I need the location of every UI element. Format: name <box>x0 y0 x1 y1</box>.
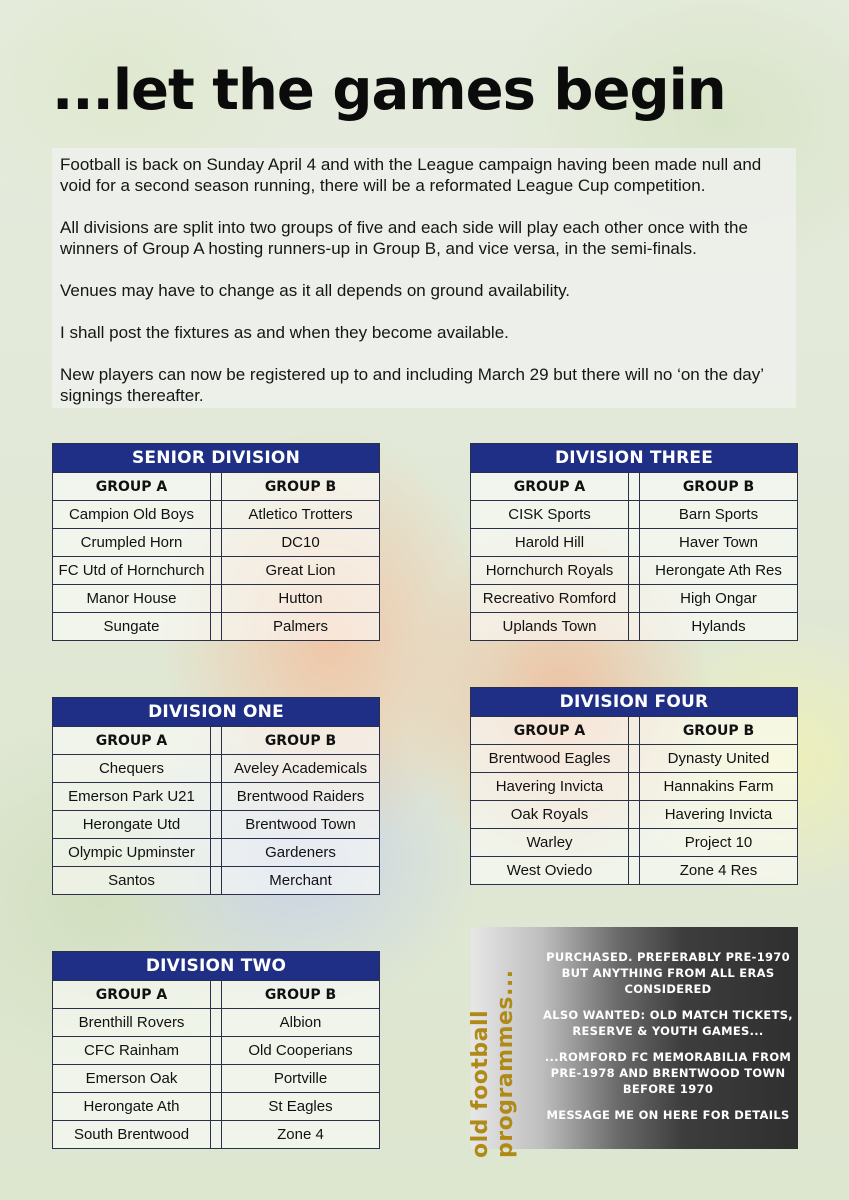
division-title: DIVISION FOUR <box>471 688 797 716</box>
group-a-team: Harold Hill <box>514 534 585 551</box>
division-title: DIVISION TWO <box>53 952 379 980</box>
column-divider <box>210 783 222 810</box>
column-divider <box>210 585 222 612</box>
column-divider <box>210 867 222 894</box>
table-row <box>471 500 797 528</box>
group-a-team: Brentwood Eagles <box>488 750 611 767</box>
table-row <box>53 584 379 612</box>
table-row <box>53 866 379 894</box>
intro-text-block <box>52 148 796 408</box>
column-divider <box>210 557 222 584</box>
group-b-team: Atletico Trotters <box>248 506 353 523</box>
group-header-row <box>471 716 797 744</box>
advert-paragraph: MESSAGE ME ON HERE FOR DETAILS <box>546 1108 790 1122</box>
page-title: ...let the games begin <box>52 58 726 123</box>
division-one-table <box>52 697 380 895</box>
column-divider <box>628 801 640 828</box>
column-divider <box>210 1009 222 1036</box>
group-b-team: Brentwood Raiders <box>236 788 365 805</box>
table-row <box>53 1064 379 1092</box>
table-row <box>53 556 379 584</box>
group-header-row <box>53 980 379 1008</box>
column-divider <box>210 981 222 1008</box>
table-row <box>471 800 797 828</box>
intro-paragraph: Football is back on Sunday April 4 and with the League campaign having been made null and void for a second season running, there will be a reformated League Cup competition. <box>60 155 762 195</box>
advert-paragraph: PURCHASED. PREFERABLY PRE-1970 BUT ANYTHING FROM ALL ERAS CONSIDERED <box>546 950 790 996</box>
group-b-team: Palmers <box>272 618 328 635</box>
column-divider <box>628 557 640 584</box>
group-a-team: Herongate Utd <box>82 816 181 833</box>
table-row <box>471 772 797 800</box>
group-b-team: Albion <box>279 1014 322 1031</box>
column-divider <box>210 755 222 782</box>
senior-division-table <box>52 443 380 641</box>
group-b-team: Great Lion <box>265 562 336 579</box>
group-b-team: Haver Town <box>679 534 758 551</box>
intro-paragraph: New players can now be registered up to and including March 29 but there will no ‘on the day’ signings thereafter. <box>60 365 764 405</box>
group-b-header: GROUP B <box>682 722 755 739</box>
advert-copy <box>543 949 793 1133</box>
table-row <box>471 744 797 772</box>
group-a-team: Emerson Oak <box>85 1070 178 1087</box>
column-divider <box>210 1037 222 1064</box>
group-a-team: FC Utd of Hornchurch <box>58 562 205 579</box>
group-a-team: Crumpled Horn <box>80 534 183 551</box>
column-divider <box>210 1065 222 1092</box>
table-row <box>53 810 379 838</box>
column-divider <box>210 1093 222 1120</box>
group-a-header: GROUP A <box>95 732 168 749</box>
group-a-header: GROUP A <box>513 478 586 495</box>
division-title: SENIOR DIVISION <box>53 444 379 472</box>
old-programmes-advert <box>468 927 798 1158</box>
group-b-team: DC10 <box>281 534 320 551</box>
group-a-team: Emerson Park U21 <box>68 788 195 805</box>
advert-vertical-title <box>468 936 524 1158</box>
group-b-team: Herongate Ath Res <box>655 562 782 579</box>
group-b-team: Gardeners <box>265 844 336 861</box>
division-three-table <box>470 443 798 641</box>
column-divider <box>210 839 222 866</box>
group-b-team: Dynasty United <box>667 750 770 767</box>
group-b-team: Zone 4 Res <box>679 862 758 879</box>
group-header-row <box>471 472 797 500</box>
table-row <box>53 612 379 640</box>
table-row <box>53 754 379 782</box>
group-a-team: Warley <box>526 834 573 851</box>
group-b-team: High Ongar <box>680 590 757 607</box>
table-row <box>53 1008 379 1036</box>
table-row <box>53 528 379 556</box>
column-divider <box>628 773 640 800</box>
group-b-team: Barn Sports <box>678 506 759 523</box>
column-divider <box>628 613 640 640</box>
column-divider <box>628 745 640 772</box>
column-divider <box>210 529 222 556</box>
division-two-table <box>52 951 380 1149</box>
group-b-header: GROUP B <box>682 478 755 495</box>
advert-title-line: old football <box>468 1009 493 1158</box>
intro-paragraph: All divisions are split into two groups of five and each side will play each other once with the winners of Group A hosting runners-up in Group B, and vice versa, in the semi-finals. <box>60 218 748 258</box>
table-row <box>471 856 797 884</box>
group-a-team: South Brentwood <box>73 1126 190 1143</box>
group-a-team: Herongate Ath <box>83 1098 180 1115</box>
group-b-team: Hylands <box>691 618 746 635</box>
group-b-team: Old Cooperians <box>248 1042 353 1059</box>
column-divider <box>628 829 640 856</box>
advert-title-line: programmes... <box>493 969 518 1158</box>
group-header-row <box>53 472 379 500</box>
column-divider <box>628 857 640 884</box>
column-divider <box>628 717 640 744</box>
group-b-team: Merchant <box>269 872 332 889</box>
group-a-team: Oak Royals <box>510 806 589 823</box>
group-b-header: GROUP B <box>264 732 337 749</box>
group-b-team: Project 10 <box>684 834 753 851</box>
group-a-team: Havering Invicta <box>495 778 604 795</box>
table-row <box>471 828 797 856</box>
column-divider <box>210 613 222 640</box>
table-row <box>471 584 797 612</box>
group-a-header: GROUP A <box>513 722 586 739</box>
group-a-team: Olympic Upminster <box>68 844 195 861</box>
group-b-team: St Eagles <box>268 1098 333 1115</box>
table-row <box>53 782 379 810</box>
table-row <box>53 500 379 528</box>
table-row <box>53 1036 379 1064</box>
group-a-team: Manor House <box>86 590 177 607</box>
group-a-header: GROUP A <box>95 478 168 495</box>
intro-paragraph: I shall post the fixtures as and when they become available. <box>60 323 509 342</box>
group-a-team: Recreativo Romford <box>482 590 617 607</box>
column-divider <box>210 501 222 528</box>
column-divider <box>210 1121 222 1148</box>
table-row <box>53 1120 379 1148</box>
table-row <box>471 612 797 640</box>
division-title: DIVISION THREE <box>471 444 797 472</box>
group-a-team: Chequers <box>98 760 165 777</box>
division-four-table <box>470 687 798 885</box>
group-b-header: GROUP B <box>264 478 337 495</box>
group-a-team: Hornchurch Royals <box>485 562 614 579</box>
group-a-team: West Oviedo <box>506 862 593 879</box>
table-row <box>471 528 797 556</box>
table-row <box>53 838 379 866</box>
group-b-team: Hutton <box>278 590 323 607</box>
advert-paragraph: ALSO WANTED: OLD MATCH TICKETS, RESERVE & YOUTH GAMES... <box>543 1008 793 1038</box>
group-a-team: Brenthill Rovers <box>78 1014 185 1031</box>
intro-paragraph: Venues may have to change as it all depends on ground availability. <box>60 281 571 300</box>
column-divider <box>628 501 640 528</box>
column-divider <box>628 529 640 556</box>
column-divider <box>210 727 222 754</box>
advert-paragraph: ...ROMFORD FC MEMORABILIA FROM PRE-1978 AND BRENTWOOD TOWN BEFORE 1970 <box>544 1050 792 1096</box>
group-header-row <box>53 726 379 754</box>
group-b-team: Portville <box>273 1070 328 1087</box>
table-row <box>471 556 797 584</box>
column-divider <box>628 585 640 612</box>
group-a-team: Campion Old Boys <box>68 506 195 523</box>
group-a-header: GROUP A <box>95 986 168 1003</box>
group-b-header: GROUP B <box>264 986 337 1003</box>
group-a-team: Santos <box>108 872 155 889</box>
group-b-team: Havering Invicta <box>664 806 773 823</box>
group-b-team: Zone 4 <box>277 1126 324 1143</box>
table-row <box>53 1092 379 1120</box>
column-divider <box>210 473 222 500</box>
group-a-team: Uplands Town <box>502 618 597 635</box>
group-a-team: CISK Sports <box>508 506 591 523</box>
division-title: DIVISION ONE <box>53 698 379 726</box>
group-b-team: Brentwood Town <box>245 816 356 833</box>
group-b-team: Hannakins Farm <box>663 778 774 795</box>
group-a-team: CFC Rainham <box>83 1042 180 1059</box>
column-divider <box>210 811 222 838</box>
group-b-team: Aveley Academicals <box>233 760 368 777</box>
column-divider <box>628 473 640 500</box>
group-a-team: Sungate <box>103 618 160 635</box>
